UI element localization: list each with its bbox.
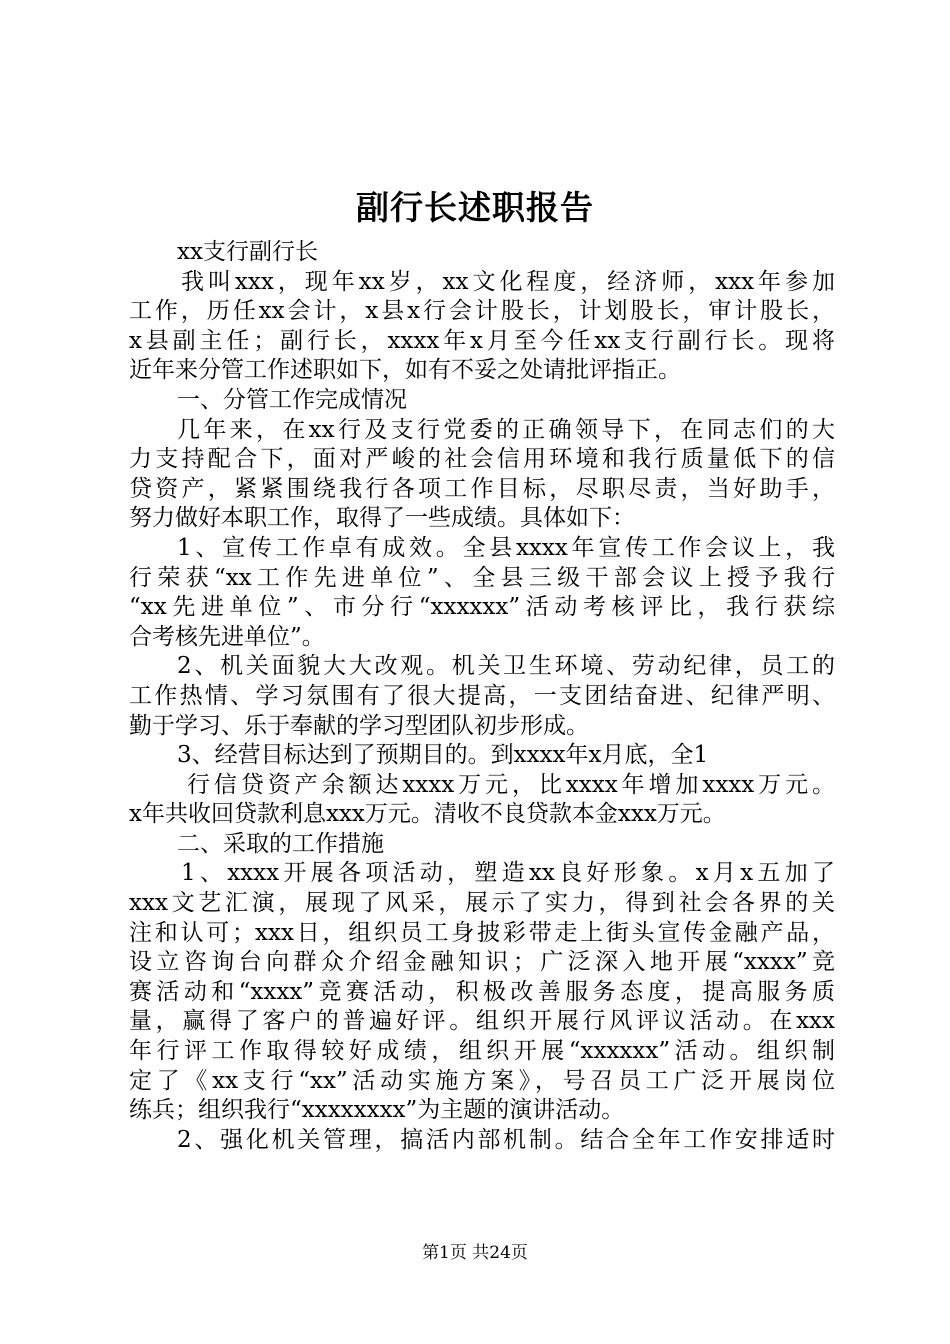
text-line: 年行评工作取得较好成绩，组织开展“xxxxxx”活动。组织制: [129, 1038, 835, 1065]
text-line: x年共收回贷款利息xxx万元。清收不良贷款本金xxx万元。: [129, 801, 726, 828]
document-title: 副行长述职报告: [356, 188, 594, 227]
text-line: 1、xxxx开展各项活动，塑造xx良好形象。x月x五加了: [181, 860, 835, 887]
text-line: 3、经营目标达到了预期目的。到xxxx年x月底，全1: [177, 742, 709, 769]
text-line: 行荣获“xx工作先进单位”、全县三级干部会议上授予我行: [129, 564, 835, 591]
text-line: 合考核先进单位”。: [129, 623, 325, 650]
text-line: 1、宣传工作卓有成效。全县xxxx年宣传工作会议上，我: [177, 534, 835, 561]
text-line: 注和认可；xxx日，组织员工身披彩带走上街头宣传金融产品，: [129, 919, 835, 946]
text-line: 近年来分管工作述职如下，如有不妥之处请批评指正。: [129, 357, 681, 384]
text-line: 努力做好本职工作，取得了一些成绩。具体如下：: [129, 505, 635, 532]
text-line: 工作，历任xx会计，x县x行会计股长，计划股长，审计股长，: [129, 298, 835, 325]
text-line: 行信贷资产余额达xxxx万元，比xxxx年增加xxxx万元。: [187, 771, 835, 798]
text-line: 二、采取的工作措施: [177, 830, 384, 857]
text-line: xxx文艺汇演，展现了风采，展示了实力，得到社会各界的关: [129, 890, 835, 917]
text-line: 贷资产，紧紧围绕我行各项工作目标，尽职尽责，当好助手，: [129, 475, 835, 502]
text-line: 练兵；组织我行“xxxxxxxx”为主题的演讲活动。: [129, 1097, 625, 1124]
text-line: 2、机关面貌大大改观。机关卫生环境、劳动纪律，员工的: [177, 653, 835, 680]
text-line: 量，赢得了客户的普遍好评。组织开展行风评议活动。在xxx: [129, 1008, 835, 1035]
text-line: 力支持配合下，面对严峻的社会信用环境和我行质量低下的信: [129, 446, 835, 473]
text-line: “xx先进单位”、市分行“xxxxxx”活动考核评比，我行获综: [129, 594, 835, 621]
document-body: [129, 238, 835, 1155]
text-line: 赛活动和“xxxx”竞赛活动，积极改善服务态度，提高服务质: [129, 978, 835, 1005]
text-line: 定了《xx支行“xx”活动实施方案》，号召员工广泛开展岗位: [129, 1067, 835, 1094]
text-line: 我叫xxx，现年xx岁，xx文化程度，经济师，xxx年参加: [181, 268, 835, 295]
text-line: 2、强化机关管理，搞活内部机制。结合全年工作安排适时: [177, 1126, 835, 1153]
text-line: 工作热情、学习氛围有了很大提高，一支团结奋进、纪律严明、: [129, 682, 835, 709]
text-line: 几年来，在xx行及支行党委的正确领导下，在同志们的大: [177, 416, 835, 443]
text-line: 设立咨询台向群众介绍金融知识；广泛深入地开展“xxxx”竞: [129, 949, 835, 976]
text-line: 一、分管工作完成情况: [177, 386, 407, 413]
page-footer: 第1页 共24页: [422, 1243, 528, 1263]
text-line: x县副主任；副行长，xxxx年x月至今任xx支行副行长。现将: [129, 327, 835, 354]
text-line: 勤于学习、乐于奉献的学习型团队初步形成。: [129, 712, 589, 739]
text-line: xx支行副行长: [177, 239, 318, 265]
